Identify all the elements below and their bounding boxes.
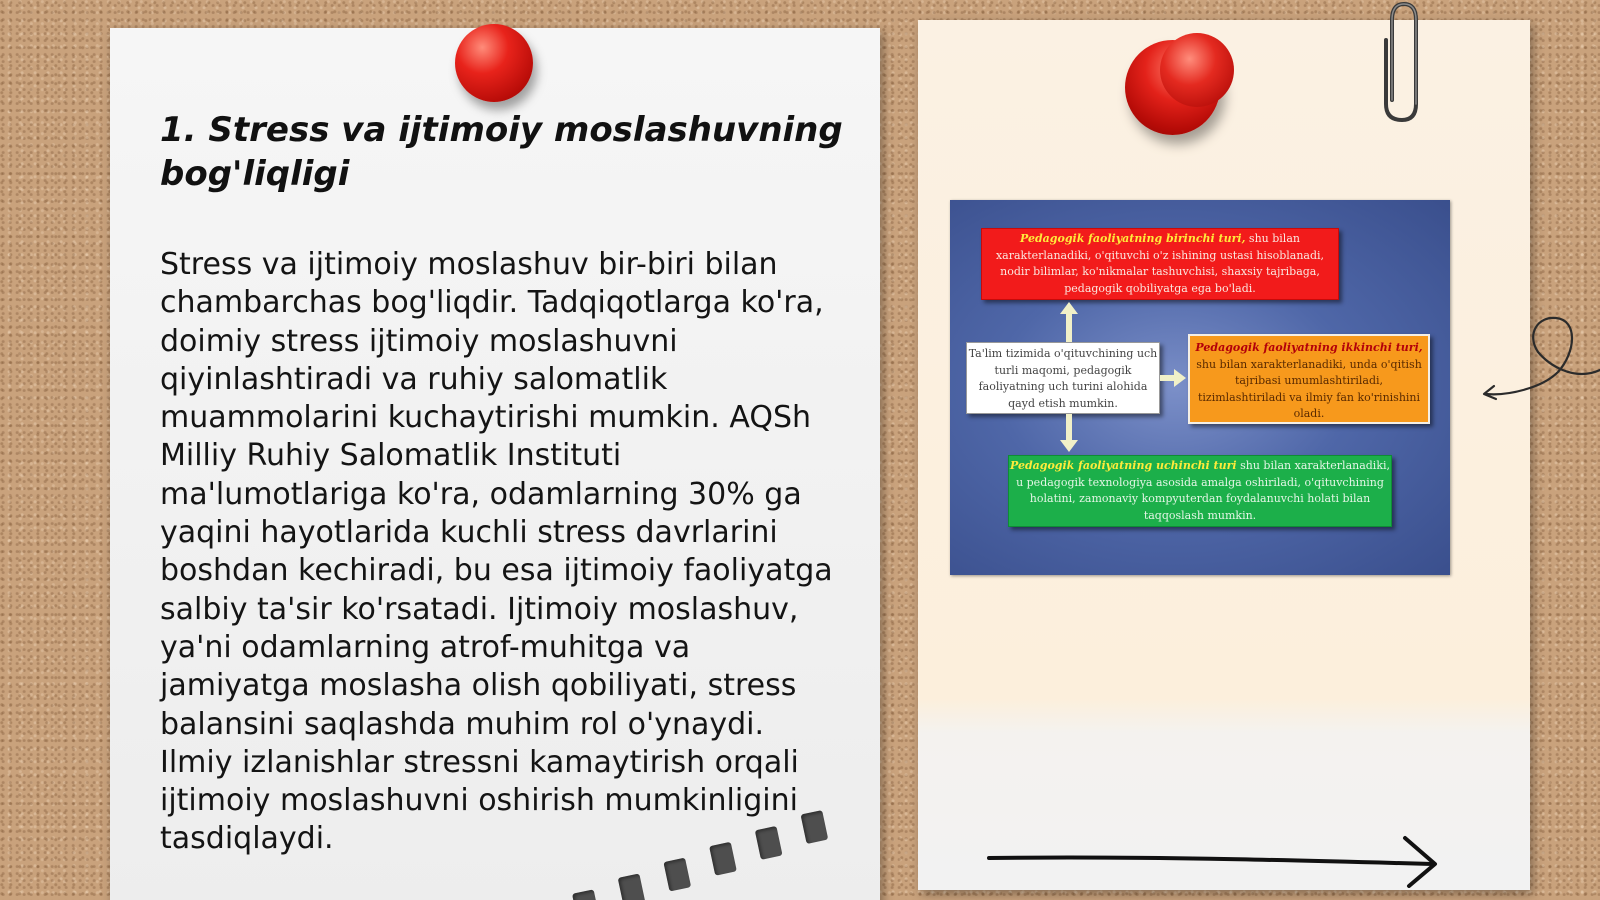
note-body-text: Stress va ijtimoiy moslashuv bir-biri bilan chambarchas bog'liqdir. Tadqiqotlarga ko'ra, doimiy stress ijtimoiy moslashuvni qiyinlashtiradi va ruhiy salomatlik muammolarini kuchaytirishi mumkin. AQSh Milliy Ruhiy Salomatlik Instituti ma'lumotlariga ko'ra, odamlarning 30% ga yaqini hayotlarida kuchli stress davrlarini boshdan kechiradi, bu esa ijtimoiy faoliyatga salbiy ta'sir ko'rsatadi. Ijtimoiy moslashuv, ya'ni odamlarning atrof-muhitga va jamiyatga moslasha olish qobiliyati, stress balansini saqlashda muhim rol o'ynaydi. Ilmiy izlanishlar stressni kamaytirish orqali ijtimoiy moslashuvni oshirish mumkinligini tasdiqlaydi. (160, 247, 833, 857)
connector-up-line (1066, 312, 1072, 342)
slide-image (950, 200, 1450, 575)
box-text: shu bilan xarakterlanadiki, o'qituvchi o'z ishining ustasi hisoblanadi, nodir bilimlar, ko'nikmalar tashuvchisi, shaxsiy tajribaga, pedagogik qobiliyatga ega bo'ladi. (995, 232, 1325, 295)
pushpin-head (1160, 33, 1234, 107)
paperclip-icon (1378, 0, 1424, 124)
loop-doodle-icon (1478, 312, 1600, 408)
box-emphasis: Pedagogik faoliyatning birinchi turi, (1020, 232, 1246, 245)
box-text: shu bilan xarakterlanadiki, unda o'qitish tajribasi umumlashtiriladi, tizimlashtiriladi va ilmiy fan ko'rinishini oladi. (1196, 357, 1422, 420)
box-emphasis: Pedagogik faoliyatning uchinchi turi (1009, 459, 1237, 472)
slide-box-second-type (1188, 334, 1430, 424)
red-pushpin-icon (455, 24, 533, 102)
slide-box-intro (966, 342, 1160, 414)
slide-box-first-type (981, 228, 1339, 300)
box-text: Ta'lim tizimida o'qituvchining uch turli maqomi, pedagogik faoliyatning uch turini alohida qayd etish mumkin. (968, 347, 1158, 410)
box-text: shu bilan xarakterlanadiki, u pedagogik texnologiya asosida amalga oshiriladi, o'qituvchining holatini, zamonaviy kompyuterdan foydalanuvchi holati bilan taqqoslash mumkin. (1016, 459, 1391, 522)
slide-box-third-type (1008, 455, 1392, 527)
right-arrow-icon (985, 832, 1445, 888)
connector-down-line (1066, 414, 1072, 442)
box-emphasis: Pedagogik faoliyatning ikkinchi turi, (1195, 341, 1423, 354)
arrow-right-icon (1174, 369, 1186, 387)
arrow-up-icon (1060, 302, 1078, 314)
note-heading: 1. Stress va ijtimoiy moslashuvning bog'liqligi (160, 110, 843, 194)
arrow-down-icon (1060, 440, 1078, 452)
